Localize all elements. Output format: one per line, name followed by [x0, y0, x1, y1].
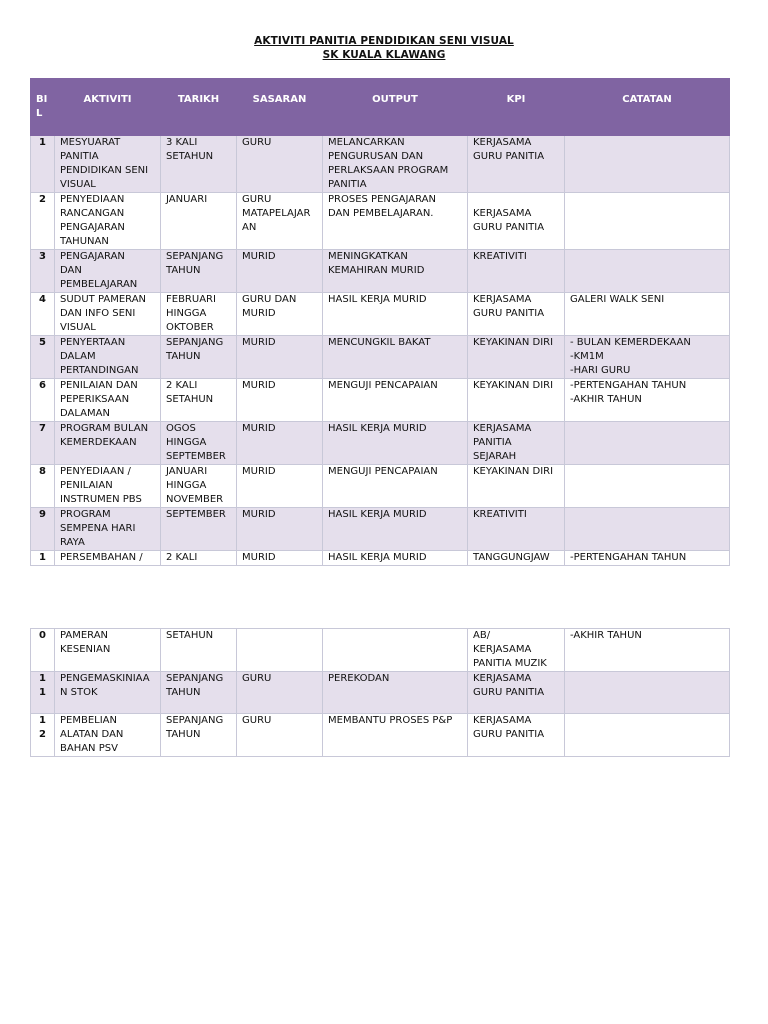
cell-tarikh: JANUARI: [161, 193, 237, 250]
header-tarikh: TARIKH: [161, 79, 237, 136]
cell-bil: 0: [31, 629, 55, 672]
cell-aktiviti: PENYEDIAAN RANCANGAN PENGAJARAN TAHUNAN: [55, 193, 161, 250]
cell-kpi: KEYAKINAN DIRI: [468, 336, 565, 379]
cell-sasaran: GURU: [237, 672, 323, 714]
cell-aktiviti: PENGEMASKINIAA N STOK: [55, 672, 161, 714]
cell-kpi: KERJASAMA PANITIA SEJARAH: [468, 422, 565, 465]
cell-catatan: -PERTENGAHAN TAHUN: [565, 551, 730, 566]
cell-sasaran: MURID: [237, 422, 323, 465]
cell-output: HASIL KERJA MURID: [323, 508, 468, 551]
cell-sasaran: MURID: [237, 508, 323, 551]
cell-aktiviti: MESYUARAT PANITIA PENDIDIKAN SENI VISUAL: [55, 136, 161, 193]
document-title: AKTIVITI PANITIA PENDIDIKAN SENI VISUAL: [254, 35, 514, 47]
cell-kpi: AB/ KERJASAMA PANITIA MUZIK: [468, 629, 565, 672]
table-row: [31, 250, 730, 293]
cell-sasaran: MURID: [237, 465, 323, 508]
cell-aktiviti: PROGRAM SEMPENA HARI RAYA: [55, 508, 161, 551]
table-row: [31, 629, 730, 672]
cell-kpi: KREATIVITI: [468, 250, 565, 293]
cell-tarikh: FEBRUARI HINGGA OKTOBER: [161, 293, 237, 336]
cell-tarikh: 2 KALI: [161, 551, 237, 566]
cell-aktiviti: PENGAJARAN DAN PEMBELAJARAN: [55, 250, 161, 293]
cell-tarikh: SETAHUN: [161, 629, 237, 672]
cell-aktiviti: PENYERTAAN DALAM PERTANDINGAN: [55, 336, 161, 379]
table-row: [31, 193, 730, 250]
school-name: SK KUALA KLAWANG: [322, 49, 446, 61]
cell-tarikh: JANUARI HINGGA NOVEMBER: [161, 465, 237, 508]
activity-table-continued: [30, 628, 730, 757]
cell-aktiviti: PAMERAN KESENIAN: [55, 629, 161, 672]
cell-sasaran: [237, 629, 323, 672]
cell-output: MEMBANTU PROSES P&P: [323, 714, 468, 757]
cell-tarikh: SEPANJANG TAHUN: [161, 336, 237, 379]
cell-bil: 1: [31, 136, 55, 193]
table-row: [31, 336, 730, 379]
cell-catatan: [565, 422, 730, 465]
table-header-row: [31, 79, 730, 136]
cell-catatan: -AKHIR TAHUN: [565, 629, 730, 672]
table-row: [31, 714, 730, 757]
cell-output: HASIL KERJA MURID: [323, 422, 468, 465]
cell-bil: 1 1: [31, 672, 55, 714]
cell-tarikh: SEPANJANG TAHUN: [161, 250, 237, 293]
cell-aktiviti: PERSEMBAHAN /: [55, 551, 161, 566]
header-sasaran: SASARAN: [237, 79, 323, 136]
table-row: [31, 136, 730, 193]
cell-aktiviti: PENILAIAN DAN PEPERIKSAAN DALAMAN: [55, 379, 161, 422]
cell-tarikh: 2 KALI SETAHUN: [161, 379, 237, 422]
cell-kpi: KERJASAMA GURU PANITIA: [468, 672, 565, 714]
cell-sasaran: GURU DAN MURID: [237, 293, 323, 336]
header-bil: BI L: [31, 79, 55, 136]
cell-bil: 1: [31, 551, 55, 566]
cell-sasaran: MURID: [237, 379, 323, 422]
table-row: [31, 465, 730, 508]
cell-sasaran: GURU: [237, 714, 323, 757]
cell-tarikh: 3 KALI SETAHUN: [161, 136, 237, 193]
cell-catatan: [565, 250, 730, 293]
table-body: [31, 136, 730, 566]
cell-catatan: [565, 136, 730, 193]
cell-kpi: KREATIVITI: [468, 508, 565, 551]
cell-catatan: -PERTENGAHAN TAHUN -AKHIR TAHUN: [565, 379, 730, 422]
cell-output: MENGUJI PENCAPAIAN: [323, 379, 468, 422]
cell-catatan: GALERI WALK SENI: [565, 293, 730, 336]
activity-table: [30, 78, 730, 566]
cell-aktiviti: PEMBELIAN ALATAN DAN BAHAN PSV: [55, 714, 161, 757]
cell-kpi: KERJASAMA GURU PANITIA: [468, 714, 565, 757]
cell-output: PROSES PENGAJARAN DAN PEMBELAJARAN.: [323, 193, 468, 250]
cell-sasaran: GURU: [237, 136, 323, 193]
cell-sasaran: MURID: [237, 250, 323, 293]
cell-bil: 1 2: [31, 714, 55, 757]
cell-tarikh: SEPTEMBER: [161, 508, 237, 551]
cell-bil: 8: [31, 465, 55, 508]
cell-bil: 7: [31, 422, 55, 465]
cell-bil: 2: [31, 193, 55, 250]
cell-output: MENGUJI PENCAPAIAN: [323, 465, 468, 508]
cell-output: MELANCARKAN PENGURUSAN DAN PERLAKSAAN PROGRAM PANITIA: [323, 136, 468, 193]
cell-bil: 4: [31, 293, 55, 336]
cell-tarikh: SEPANJANG TAHUN: [161, 672, 237, 714]
cell-sasaran: MURID: [237, 551, 323, 566]
table-row: [31, 293, 730, 336]
table-row: [31, 379, 730, 422]
cell-kpi: KEYAKINAN DIRI: [468, 465, 565, 508]
cell-catatan: [565, 672, 730, 714]
table-row: [31, 551, 730, 566]
cell-sasaran: MURID: [237, 336, 323, 379]
cell-catatan: [565, 465, 730, 508]
header-kpi: KPI: [468, 79, 565, 136]
cell-bil: 5: [31, 336, 55, 379]
cell-aktiviti: PENYEDIAAN / PENILAIAN INSTRUMEN PBS: [55, 465, 161, 508]
cell-sasaran: GURU MATAPELAJAR AN: [237, 193, 323, 250]
cell-output: MENCUNGKIL BAKAT: [323, 336, 468, 379]
table-body-continued: [31, 629, 730, 757]
cell-kpi: KEYAKINAN DIRI: [468, 379, 565, 422]
cell-output: HASIL KERJA MURID: [323, 293, 468, 336]
header-aktiviti: AKTIVITI: [55, 79, 161, 136]
cell-bil: 3: [31, 250, 55, 293]
cell-catatan: [565, 193, 730, 250]
cell-kpi: KERJASAMA GURU PANITIA: [468, 193, 565, 250]
table-row: [31, 508, 730, 551]
table-row: [31, 672, 730, 714]
cell-kpi: TANGGUNGJAW: [468, 551, 565, 566]
cell-catatan: [565, 508, 730, 551]
cell-tarikh: SEPANJANG TAHUN: [161, 714, 237, 757]
cell-kpi: KERJASAMA GURU PANITIA: [468, 136, 565, 193]
cell-output: PEREKODAN: [323, 672, 468, 714]
header-catatan: CATATAN: [565, 79, 730, 136]
cell-tarikh: OGOS HINGGA SEPTEMBER: [161, 422, 237, 465]
cell-aktiviti: PROGRAM BULAN KEMERDEKAAN: [55, 422, 161, 465]
cell-bil: 6: [31, 379, 55, 422]
cell-bil: 9: [31, 508, 55, 551]
table-row: [31, 422, 730, 465]
cell-output: [323, 629, 468, 672]
cell-catatan: - BULAN KEMERDEKAAN -KM1M -HARI GURU: [565, 336, 730, 379]
header-output: OUTPUT: [323, 79, 468, 136]
cell-catatan: [565, 714, 730, 757]
cell-kpi: KERJASAMA GURU PANITIA: [468, 293, 565, 336]
cell-aktiviti: SUDUT PAMERAN DAN INFO SENI VISUAL: [55, 293, 161, 336]
cell-output: MENINGKATKAN KEMAHIRAN MURID: [323, 250, 468, 293]
cell-output: HASIL KERJA MURID: [323, 551, 468, 566]
